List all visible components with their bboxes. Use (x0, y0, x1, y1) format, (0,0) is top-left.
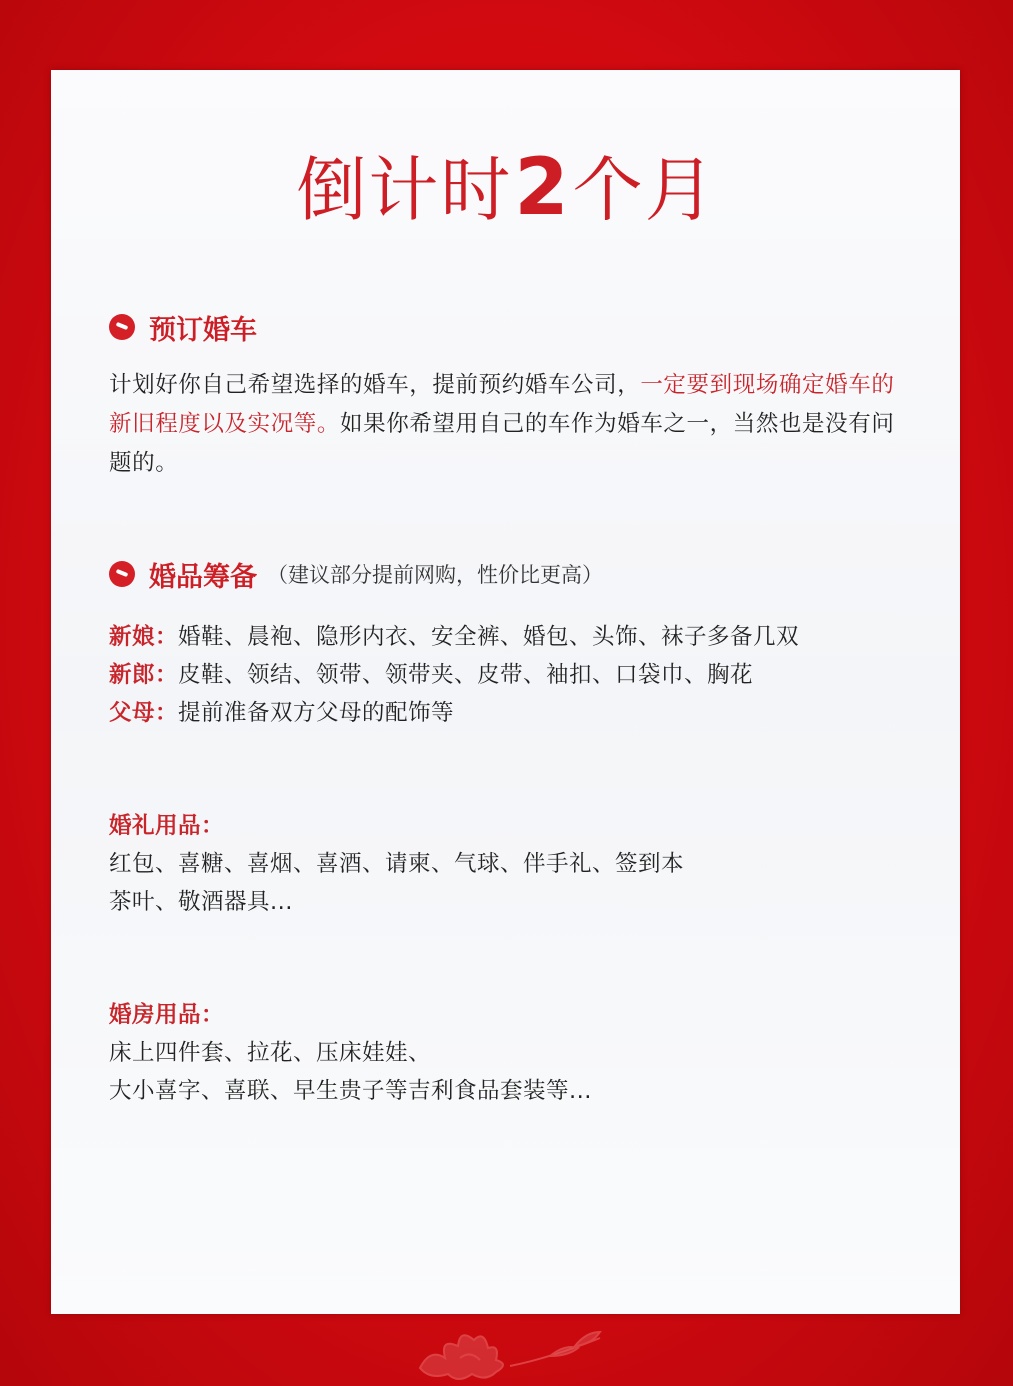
section-goods-title: 婚品筹备 (149, 561, 257, 593)
section-bullet-icon (109, 314, 135, 340)
parents-label: 父母： (109, 700, 179, 726)
title-suffix: 个月 (572, 149, 717, 231)
room-supplies-line2: 大小喜字、喜联、早生贵子等吉利食品套装等... (109, 1078, 592, 1104)
section-car-title: 预订婚车 (149, 314, 257, 346)
section-car-heading (109, 309, 257, 345)
bride-items: 婚鞋、晨袍、隐形内衣、安全裤、婚包、头饰、袜子多备几双 (178, 624, 800, 650)
room-supplies-label: 婚房用品： (109, 1002, 225, 1028)
parents-items: 提前准备双方父母的配饰等 (178, 700, 455, 726)
decorative-flower-icon (400, 1318, 610, 1386)
groom-label: 新郎： (109, 662, 179, 688)
bride-line (109, 618, 799, 657)
groom-line (109, 656, 753, 695)
page-title (0, 143, 1013, 233)
bride-label: 新娘： (109, 624, 179, 650)
car-text-part2: 如果你希望用自己的车作为婚车之一，当然也是没有问题的。 (109, 411, 895, 476)
wedding-supplies-line2: 茶叶、敬酒器具... (109, 889, 293, 915)
room-supplies-line1: 床上四件套、拉花、压床娃娃、 (109, 1040, 432, 1066)
section-goods-note: （建议部分提前网购，性价比更高） (267, 563, 603, 587)
wedding-supplies-label: 婚礼用品： (109, 813, 225, 839)
groom-items: 皮鞋、领结、领带、领带夹、皮带、袖扣、口袋巾、胸花 (178, 662, 754, 688)
car-text-part1: 计划好你自己希望选择的婚车，提前预约婚车公司， (109, 372, 641, 398)
parents-line (109, 694, 454, 733)
section-bullet-icon (109, 561, 135, 587)
section-car-paragraph (109, 366, 909, 483)
title-number: 2 (514, 143, 571, 233)
title-prefix: 倒计时 (296, 149, 513, 231)
section-goods-heading (109, 556, 603, 592)
car-text-highlight: 一定要到现场确定婚车的新旧程度以及实况等。 (109, 372, 895, 437)
wedding-supplies-line1: 红包、喜糖、喜烟、喜酒、请柬、气球、伴手礼、签到本 (109, 851, 685, 877)
